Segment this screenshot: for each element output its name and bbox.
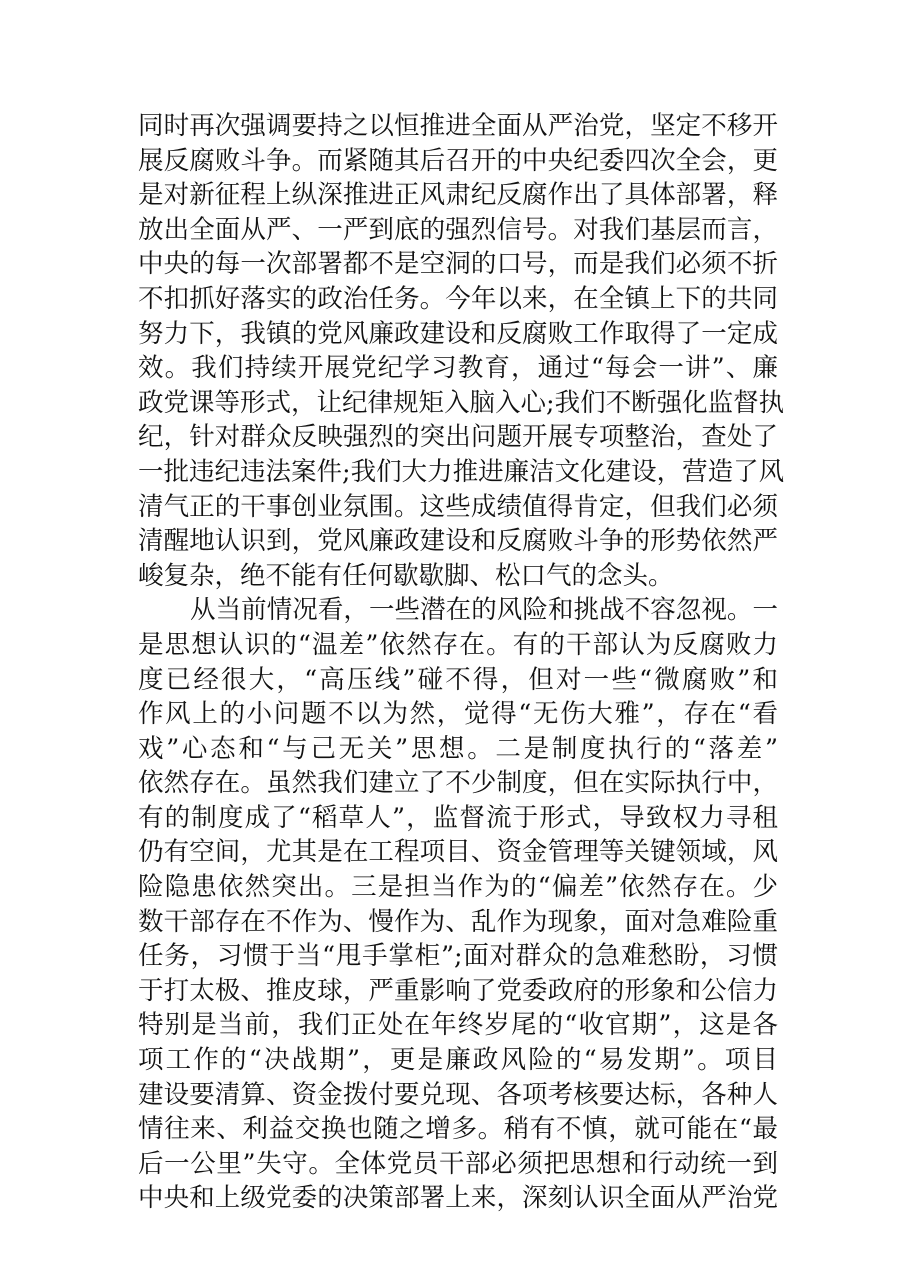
paragraph-start-line: 从当前情况看，一些潜在的风险和挑战不容忽视。一 bbox=[190, 595, 778, 626]
text-line: 特别是当前，我们正处在年终岁尾的“收官期”，这是各 bbox=[138, 1010, 778, 1041]
text-line: 不扣抓好落实的政治任务。今年以来，在全镇上下的共同 bbox=[138, 283, 778, 314]
text-line: 戏”心态和“与己无关”思想。二是制度执行的“落差” bbox=[138, 733, 778, 764]
text-line: 中央的每一次部署都不是空洞的口号，而是我们必须不折 bbox=[138, 249, 778, 280]
paragraph-end-line: 峻复杂，绝不能有任何歇歇脚、松口气的念头。 bbox=[138, 560, 674, 591]
text-line: 后一公里”失守。全体党员干部必须把思想和行动统一到 bbox=[138, 1148, 778, 1179]
text-line: 纪，针对群众反映强烈的突出问题开展专项整治，查处了 bbox=[138, 422, 778, 453]
text-line: 险隐患依然突出。三是担当作为的“偏差”依然存在。少 bbox=[138, 872, 778, 903]
text-line: 放出全面从严、一严到底的强烈信号。对我们基层而言， bbox=[138, 214, 778, 245]
text-line: 一批违纪违法案件;我们大力推进廉洁文化建设，营造了风 bbox=[138, 456, 785, 487]
text-line: 是对新征程上纵深推进正风肃纪反腐作出了具体部署，释 bbox=[138, 180, 778, 211]
text-line: 中央和上级党委的决策部署上来，深刻认识全面从严治党 bbox=[138, 1183, 778, 1214]
text-line: 依然存在。虽然我们建立了不少制度，但在实际执行中， bbox=[138, 768, 778, 799]
text-line: 清气正的干事创业氛围。这些成绩值得肯定，但我们必须 bbox=[138, 491, 778, 522]
text-line: 度已经很大，“高压线”碰不得，但对一些“微腐败”和 bbox=[138, 664, 778, 695]
text-line: 展反腐败斗争。而紧随其后召开的中央纪委四次全会，更 bbox=[138, 145, 778, 176]
text-line: 项工作的“决战期”，更是廉政风险的“易发期”。项目 bbox=[138, 1045, 778, 1076]
text-line: 努力下，我镇的党风廉政建设和反腐败工作取得了一定成 bbox=[138, 318, 778, 349]
text-line: 同时再次强调要持之以恒推进全面从严治党，坚定不移开 bbox=[138, 111, 778, 141]
text-line: 政党课等形式，让纪律规矩入脑入心;我们不断强化监督执 bbox=[138, 387, 785, 418]
text-line: 效。我们持续开展党纪学习教育，通过“每会一讲”、廉 bbox=[138, 353, 778, 384]
text-line: 仍有空间，尤其是在工程项目、资金管理等关键领域，风 bbox=[138, 837, 778, 868]
text-line: 作风上的小问题不以为然，觉得“无伤大雅”，存在“看 bbox=[138, 699, 778, 730]
text-line: 建设要清算、资金拨付要兑现、各项考核要达标，各种人 bbox=[138, 1079, 778, 1110]
text-line: 清醒地认识到，党风廉政建设和反腐败斗争的形势依然严 bbox=[138, 526, 778, 557]
body-text bbox=[138, 109, 785, 1216]
text-line: 任务，习惯于当“甩手掌柜”;面对群众的急难愁盼，习惯 bbox=[138, 941, 778, 972]
text-line: 有的制度成了“稻草人”，监督流于形式，导致权力寻租 bbox=[138, 802, 778, 833]
text-line: 于打太极、推皮球，严重影响了党委政府的形象和公信力 bbox=[138, 975, 778, 1006]
text-line: 数干部存在不作为、慢作为、乱作为现象，面对急难险重 bbox=[138, 906, 778, 937]
text-line: 情往来、利益交换也随之增多。稍有不慎，就可能在“最 bbox=[138, 1114, 778, 1145]
text-line: 是思想认识的“温差”依然存在。有的干部认为反腐败力 bbox=[138, 629, 778, 660]
